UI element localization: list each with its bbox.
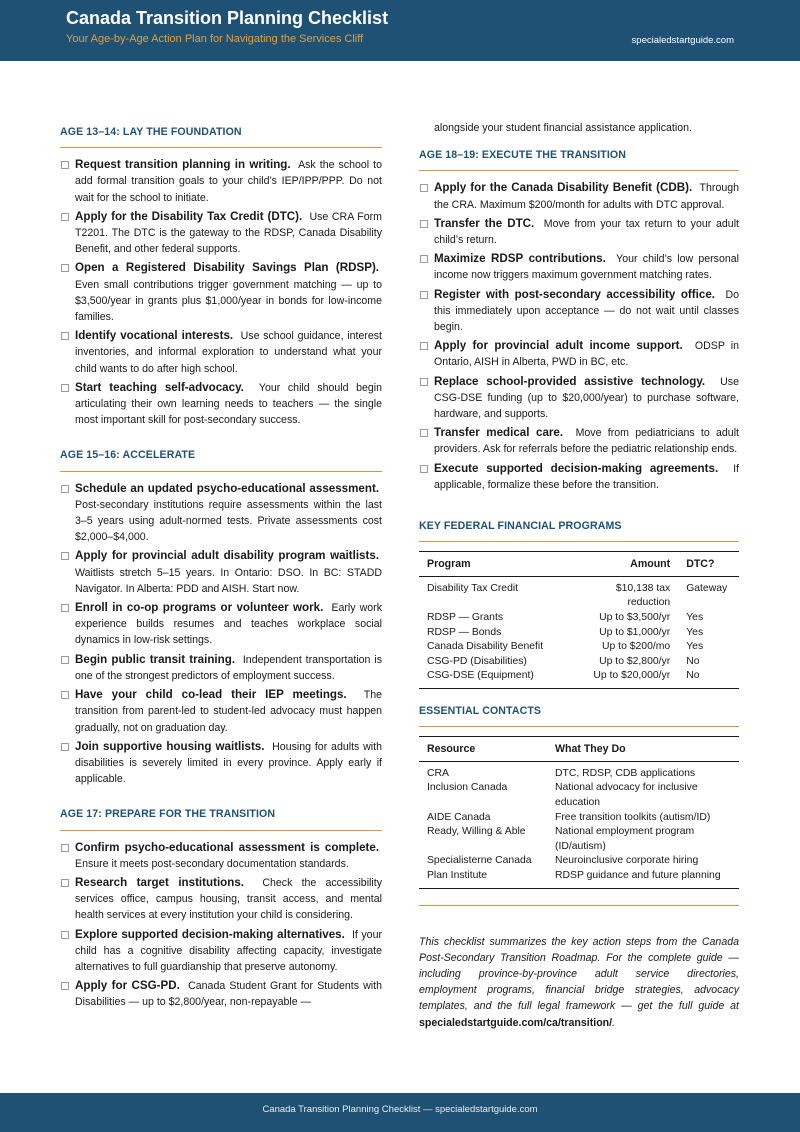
table-cell: AIDE Canada xyxy=(427,811,491,823)
item-body: Do this immediately upon acceptance — do not wait until classes begin. xyxy=(434,288,739,334)
checkbox[interactable] xyxy=(61,656,69,664)
item-lead: Apply for CSG-PD. xyxy=(75,979,180,993)
item-lead: Schedule an updated psycho-educational assessment. xyxy=(75,481,380,495)
checklist-item xyxy=(60,978,382,1010)
section-heading: AGE 17: PREPARE FOR THE TRANSITION xyxy=(60,806,382,830)
contacts-table xyxy=(419,736,739,888)
item-body: The transition from parent-led to student-led advocacy must happen gradually, not on graduation day. xyxy=(75,689,382,734)
document-title: Canada Transition Planning Checklist xyxy=(66,8,389,28)
item-body: Your child should begin articulating their own learning needs to teachers — the single most important skill for post-secondary success. xyxy=(75,381,382,427)
checkbox[interactable] xyxy=(61,743,69,751)
item-body: Post-secondary institutions require assessments within the last 3–5 years using adult-normed tests. Private assessments cost $2,000–$4,000. xyxy=(75,498,382,544)
item-lead: Have your child co-lead their IEP meetings. xyxy=(75,688,347,702)
column-header: What They Do xyxy=(547,737,739,761)
checklist-item xyxy=(419,425,739,457)
item-body: Waitlists stretch 5–15 years. In Ontario: DSO. In BC: STADD Navigator. In Alberta: PDD and AISH. Start now. xyxy=(75,566,382,595)
item-body: ODSP in Ontario, AISH in Alberta, PWD in BC, etc. xyxy=(434,340,739,369)
item-lead: Start teaching self-advocacy. xyxy=(75,380,244,394)
item-body: Use CSG-DSE funding (up to $20,000/year) to purchase software, hardware, and supports. xyxy=(434,375,739,421)
checkbox[interactable] xyxy=(61,931,69,939)
table-row xyxy=(419,576,739,611)
table-cell: Up to $2,800/yr xyxy=(599,655,671,667)
checklist-item xyxy=(60,380,382,429)
item-body: Use school guidance, interest inventories, and informal exploration to understand what your child wants to do after high school. xyxy=(75,330,383,375)
checklist-item xyxy=(419,461,739,493)
table-row xyxy=(419,854,739,869)
checkbox[interactable] xyxy=(420,378,428,386)
item-lead: Apply for provincial adult income support. xyxy=(434,339,683,353)
item-body: Move from pediatricians to adult providers. Ask for referrals before the pediatric relationship ends. xyxy=(434,427,739,456)
checkbox[interactable] xyxy=(61,844,69,852)
item-lead: Maximize RDSP contributions. xyxy=(434,252,606,266)
document-subtitle: Your Age-by-Age Action Plan for Navigating the Services Cliff xyxy=(66,33,364,45)
item-body: Canada Student Grant for Students with Disabilities — up to $2,800/year, non-repayable — xyxy=(75,980,382,1009)
column-header: DTC? xyxy=(678,552,739,576)
checklist-item xyxy=(419,180,739,212)
item-body: Ensure it meets post-secondary documentation standards. xyxy=(75,857,349,870)
item-lead: Begin public transit training. xyxy=(75,652,236,666)
item-body: Ask the school to add formal transition goals to your child’s IEP/IPP/PPP. Do not wait for the school to initiate. xyxy=(75,159,382,204)
checkbox[interactable] xyxy=(61,161,69,169)
item-lead: Confirm psycho-educational assessment is complete. xyxy=(75,840,380,854)
item-lead: Transfer medical care. xyxy=(434,426,564,440)
table-cell: Disability Tax Credit xyxy=(427,582,519,594)
table-cell: National employment program (ID/autism) xyxy=(555,826,695,852)
table-cell: CSG-PD (Disabilities) xyxy=(427,655,527,667)
checkbox[interactable] xyxy=(420,465,428,473)
table-cell: CSG-DSE (Equipment) xyxy=(427,670,534,682)
continued-text: alongside your student financial assistance application. xyxy=(434,122,692,134)
checkbox[interactable] xyxy=(61,879,69,887)
page-footer xyxy=(0,1093,800,1132)
table-cell: No xyxy=(686,670,700,682)
checkbox[interactable] xyxy=(61,332,69,340)
checklist-item xyxy=(60,548,382,597)
checklist-group xyxy=(419,180,739,508)
table-cell: RDSP guidance and future planning xyxy=(555,869,721,881)
checklist-item xyxy=(60,840,382,872)
column-header: Program xyxy=(419,552,563,576)
table-row xyxy=(419,811,739,826)
checklist-item xyxy=(419,216,739,248)
table-cell: Up to $3,500/yr xyxy=(599,612,671,624)
checkbox[interactable] xyxy=(61,213,69,221)
item-body: Even small contributions trigger government matching — up to $3,500/year in grants plus $1,000/year in bonds for low-income families. xyxy=(75,278,382,324)
item-lead: Apply for the Canada Disability Benefit (CDB). xyxy=(434,181,693,195)
page-header xyxy=(0,0,800,61)
item-lead: Replace school-provided assistive technology. xyxy=(434,374,706,388)
table-cell: Yes xyxy=(686,612,704,624)
divider xyxy=(419,905,739,906)
table-cell: Gateway xyxy=(686,582,728,594)
section-heading: ESSENTIAL CONTACTS xyxy=(419,703,739,727)
checkbox[interactable] xyxy=(61,264,69,272)
checklist-item xyxy=(60,652,382,684)
checklist-item xyxy=(60,209,382,258)
item-body: Through the CRA. Maximum $200/month for adults with DTC approval. xyxy=(434,182,740,211)
checklist-item xyxy=(60,157,382,206)
item-lead: Enroll in co-op programs or volunteer work. xyxy=(75,601,324,615)
item-body: Your child’s low personal income now triggers maximum government matching rates. xyxy=(434,253,740,282)
table-cell: Inclusion Canada xyxy=(427,782,508,794)
table-cell: Canada Disability Benefit xyxy=(427,641,544,653)
table-cell: RDSP — Bonds xyxy=(427,626,502,638)
checklist-item xyxy=(60,481,382,546)
column-header: Resource xyxy=(419,737,547,761)
note-end: . xyxy=(612,1016,616,1029)
section-heading: KEY FEDERAL FINANCIAL PROGRAMS xyxy=(419,518,739,542)
item-lead: Apply for the Disability Tax Credit (DTC). xyxy=(75,209,303,223)
left-column xyxy=(60,124,382,1026)
table-row xyxy=(419,669,739,688)
checkbox[interactable] xyxy=(61,982,69,990)
note-text: This checklist summarizes the key action steps from the Canada Post-Secondary Transition Roadmap. For the complete guide — including province-by-province adult service directories, employment programs, financial bridge strategies, advocacy templates, and the full legal framework — get the full guide at xyxy=(419,935,739,1013)
checklist-item xyxy=(60,328,382,377)
table-row xyxy=(419,761,739,781)
item-lead: Open a Registered Disability Savings Plan (RDSP). xyxy=(75,261,380,275)
checklist-item xyxy=(60,927,382,976)
checklist-item xyxy=(419,374,739,423)
checkbox[interactable] xyxy=(61,691,69,699)
table-cell: Ready, Willing & Able xyxy=(427,826,526,838)
item-lead: Apply for provincial adult disability program waitlists. xyxy=(75,549,380,563)
table-cell: $10,138 tax reduction xyxy=(615,582,671,609)
checklist-item xyxy=(60,600,382,649)
table-row xyxy=(419,640,739,655)
checklist-group xyxy=(60,481,382,803)
checklist-group xyxy=(60,157,382,443)
table-cell: Yes xyxy=(686,641,704,653)
item-body: Move from your tax return to your adult child’s return. xyxy=(434,217,739,247)
table-row xyxy=(419,655,739,670)
table-cell: Up to $200/mo xyxy=(602,641,671,653)
checklist-item xyxy=(60,687,382,736)
section-heading: AGE 15–16: ACCELERATE xyxy=(60,447,382,471)
table-cell: National advocacy for inclusive education xyxy=(555,782,698,808)
table-cell: DTC, RDSP, CDB applications xyxy=(555,767,696,779)
table-cell: Neuroinclusive corporate hiring xyxy=(555,855,699,867)
item-lead: Join supportive housing waitlists. xyxy=(75,739,265,753)
table-row xyxy=(419,825,739,854)
table-row xyxy=(419,626,739,641)
guide-link[interactable]: specialedstartguide.com/ca/transition/ xyxy=(419,1016,613,1029)
table-cell: Yes xyxy=(686,626,704,638)
item-body: Check the accessibility services office, campus housing, transit access, and mental health services at every institution your child is considering. xyxy=(75,876,382,922)
checklist-item xyxy=(419,287,739,336)
right-column xyxy=(419,124,739,1031)
checklist-item xyxy=(60,739,382,788)
checkbox[interactable] xyxy=(420,184,428,192)
item-body: If your child has a cognitive disability affecting capacity, investigate alternatives to full guardianship that preserve autonomy. xyxy=(75,928,382,973)
checklist-item xyxy=(60,875,382,924)
checkbox[interactable] xyxy=(61,384,69,392)
item-body: Housing for adults with disabilities is severely limited in every province. Apply early if applicable. xyxy=(75,740,382,786)
header-site-link[interactable]: specialedstartguide.com xyxy=(631,35,734,46)
table-header-row xyxy=(419,737,739,761)
item-lead: Identify vocational interests. xyxy=(75,329,234,343)
item-lead: Register with post-secondary accessibility office. xyxy=(434,287,715,301)
item-body: Use CRA Form T2201. The DTC is the gateway to the RDSP, Canada Disability Benefit, and other federal supports. xyxy=(75,210,382,256)
section-heading: AGE 18–19: EXECUTE THE TRANSITION xyxy=(419,147,739,171)
footer-text: Canada Transition Planning Checklist — specialedstartguide.com xyxy=(262,1104,538,1115)
table-cell: Free transition toolkits (autism/ID) xyxy=(555,811,711,823)
item-lead: Transfer the DTC. xyxy=(434,216,535,230)
table-cell: Up to $1,000/yr xyxy=(599,626,671,638)
checkbox[interactable] xyxy=(420,429,428,437)
item-lead: Explore supported decision-making alternatives. xyxy=(75,927,345,941)
checkbox[interactable] xyxy=(420,220,428,228)
table-row xyxy=(419,611,739,626)
item-lead: Execute supported decision-making agreements. xyxy=(434,461,719,475)
checkbox[interactable] xyxy=(420,342,428,350)
item-body: If applicable, formalize these before the transition. xyxy=(434,462,739,491)
item-body: Early work experience builds resumes and teaches workplace social dynamics in low-risk settings. xyxy=(75,602,383,647)
table-header-row xyxy=(419,552,739,576)
checklist-item xyxy=(419,338,739,370)
programs-table xyxy=(419,551,739,689)
checkbox[interactable] xyxy=(420,255,428,263)
checkbox[interactable] xyxy=(420,291,428,299)
checkbox[interactable] xyxy=(61,485,69,493)
checklist-item xyxy=(60,260,382,325)
table-cell: Up to $20,000/yr xyxy=(593,670,671,682)
column-header: Amount xyxy=(563,552,678,576)
table-row xyxy=(419,781,739,810)
table-cell: Specialisterne Canada xyxy=(427,855,532,867)
table-cell: RDSP — Grants xyxy=(427,612,504,624)
checklist-item xyxy=(419,251,739,283)
item-body: Independent transportation is one of the strongest predictors of employment success. xyxy=(75,653,383,682)
table-cell: CRA xyxy=(427,767,449,779)
checkbox[interactable] xyxy=(61,552,69,560)
checkbox[interactable] xyxy=(61,604,69,612)
table-cell: No xyxy=(686,655,700,667)
item-lead: Request transition planning in writing. xyxy=(75,158,291,172)
summary-note xyxy=(419,934,739,1031)
table-row xyxy=(419,869,739,888)
item-lead: Research target institutions. xyxy=(75,875,245,889)
section-heading: AGE 13–14: LAY THE FOUNDATION xyxy=(60,124,382,148)
checklist-group xyxy=(60,840,382,1026)
table-cell: Plan Institute xyxy=(427,869,488,881)
